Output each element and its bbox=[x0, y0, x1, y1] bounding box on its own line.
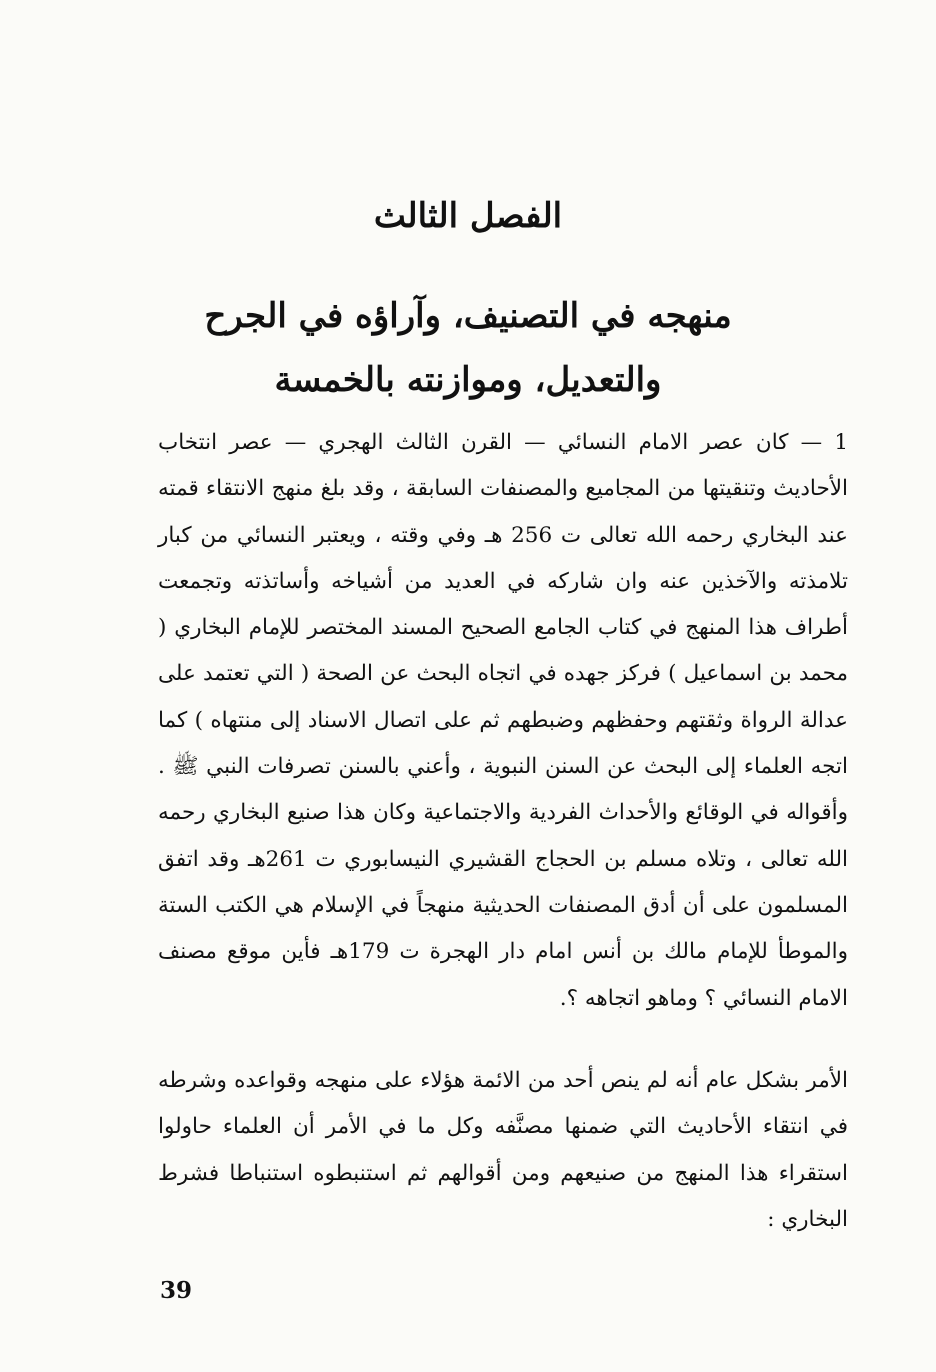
paragraph-1 bbox=[158, 420, 848, 1022]
paragraph-text: الأمر بشكل عام أنه لم ينص أحد من الائمة هؤلاء على منهجه وقواعده وشرطه في انتقاء الأحاديث التي ضمنها مصنَّفه وكل ما في الأمر أن العلماء حاولوا استقراء هذا المنهج من صنيعهم ومن أقوالهم ثم استنبطوه استنباطا فشرط البخاري : bbox=[158, 1068, 848, 1232]
chapter-title: منهجه في التصنيف، وآراؤه في الجرح والتعديل، وموازنته بالخمسة bbox=[204, 296, 732, 400]
page-number: 39 bbox=[160, 1277, 193, 1304]
paragraph-text: 1 — كان عصر الامام النسائي — القرن الثالث الهجري — عصر انتخاب الأحاديث وتنقيتها من المجاميع والمصنفات السابقة ، وقد بلغ منهج الانتقاء قمته عند البخاري رحمه الله تعالى ت 256 هـ وفي وقته ، ويعتبر النسائي من كبار تلامذته والآخذين عنه وان شاركه في العديد من أشياخه وأساتذته وتجمعت أطراف هذا المنهج في كتاب الجامع الصحيح المسند المختصر للإمام البخاري ( محمد بن اسماعيل ) فركز جهده في اتجاه البحث عن الصحة ( التي تعتمد على عدالة الرواة وثقتهم وحفظهم وضبطهم ثم على اتصال الاسناد إلى منتهاه ) كما اتجه العلماء إلى البحث عن السنن النبوية ، وأعني بالسنن تصرفات النبي ﷺ . وأقواله في الوقائع والأحداث الفردية والاجتماعية وكان هذا صنيع البخاري رحمه الله تعالى ، وتلاه مسلم بن الحجاج القشيري النيسابوري ت 261هـ وقد اتفق المسلمون على أن أدق المصنفات الحديثية منهجاً في الإسلام هي الكتب الستة والموطأ للإمام مالك بن أنس امام دار الهجرة ت 179هـ فأين موقع مصنف الامام النسائي ؟ وماهو اتجاهه ؟. bbox=[158, 430, 848, 1011]
chapter-label: الفصل الثالث bbox=[373, 196, 563, 236]
paragraph-2 bbox=[158, 1058, 848, 1243]
